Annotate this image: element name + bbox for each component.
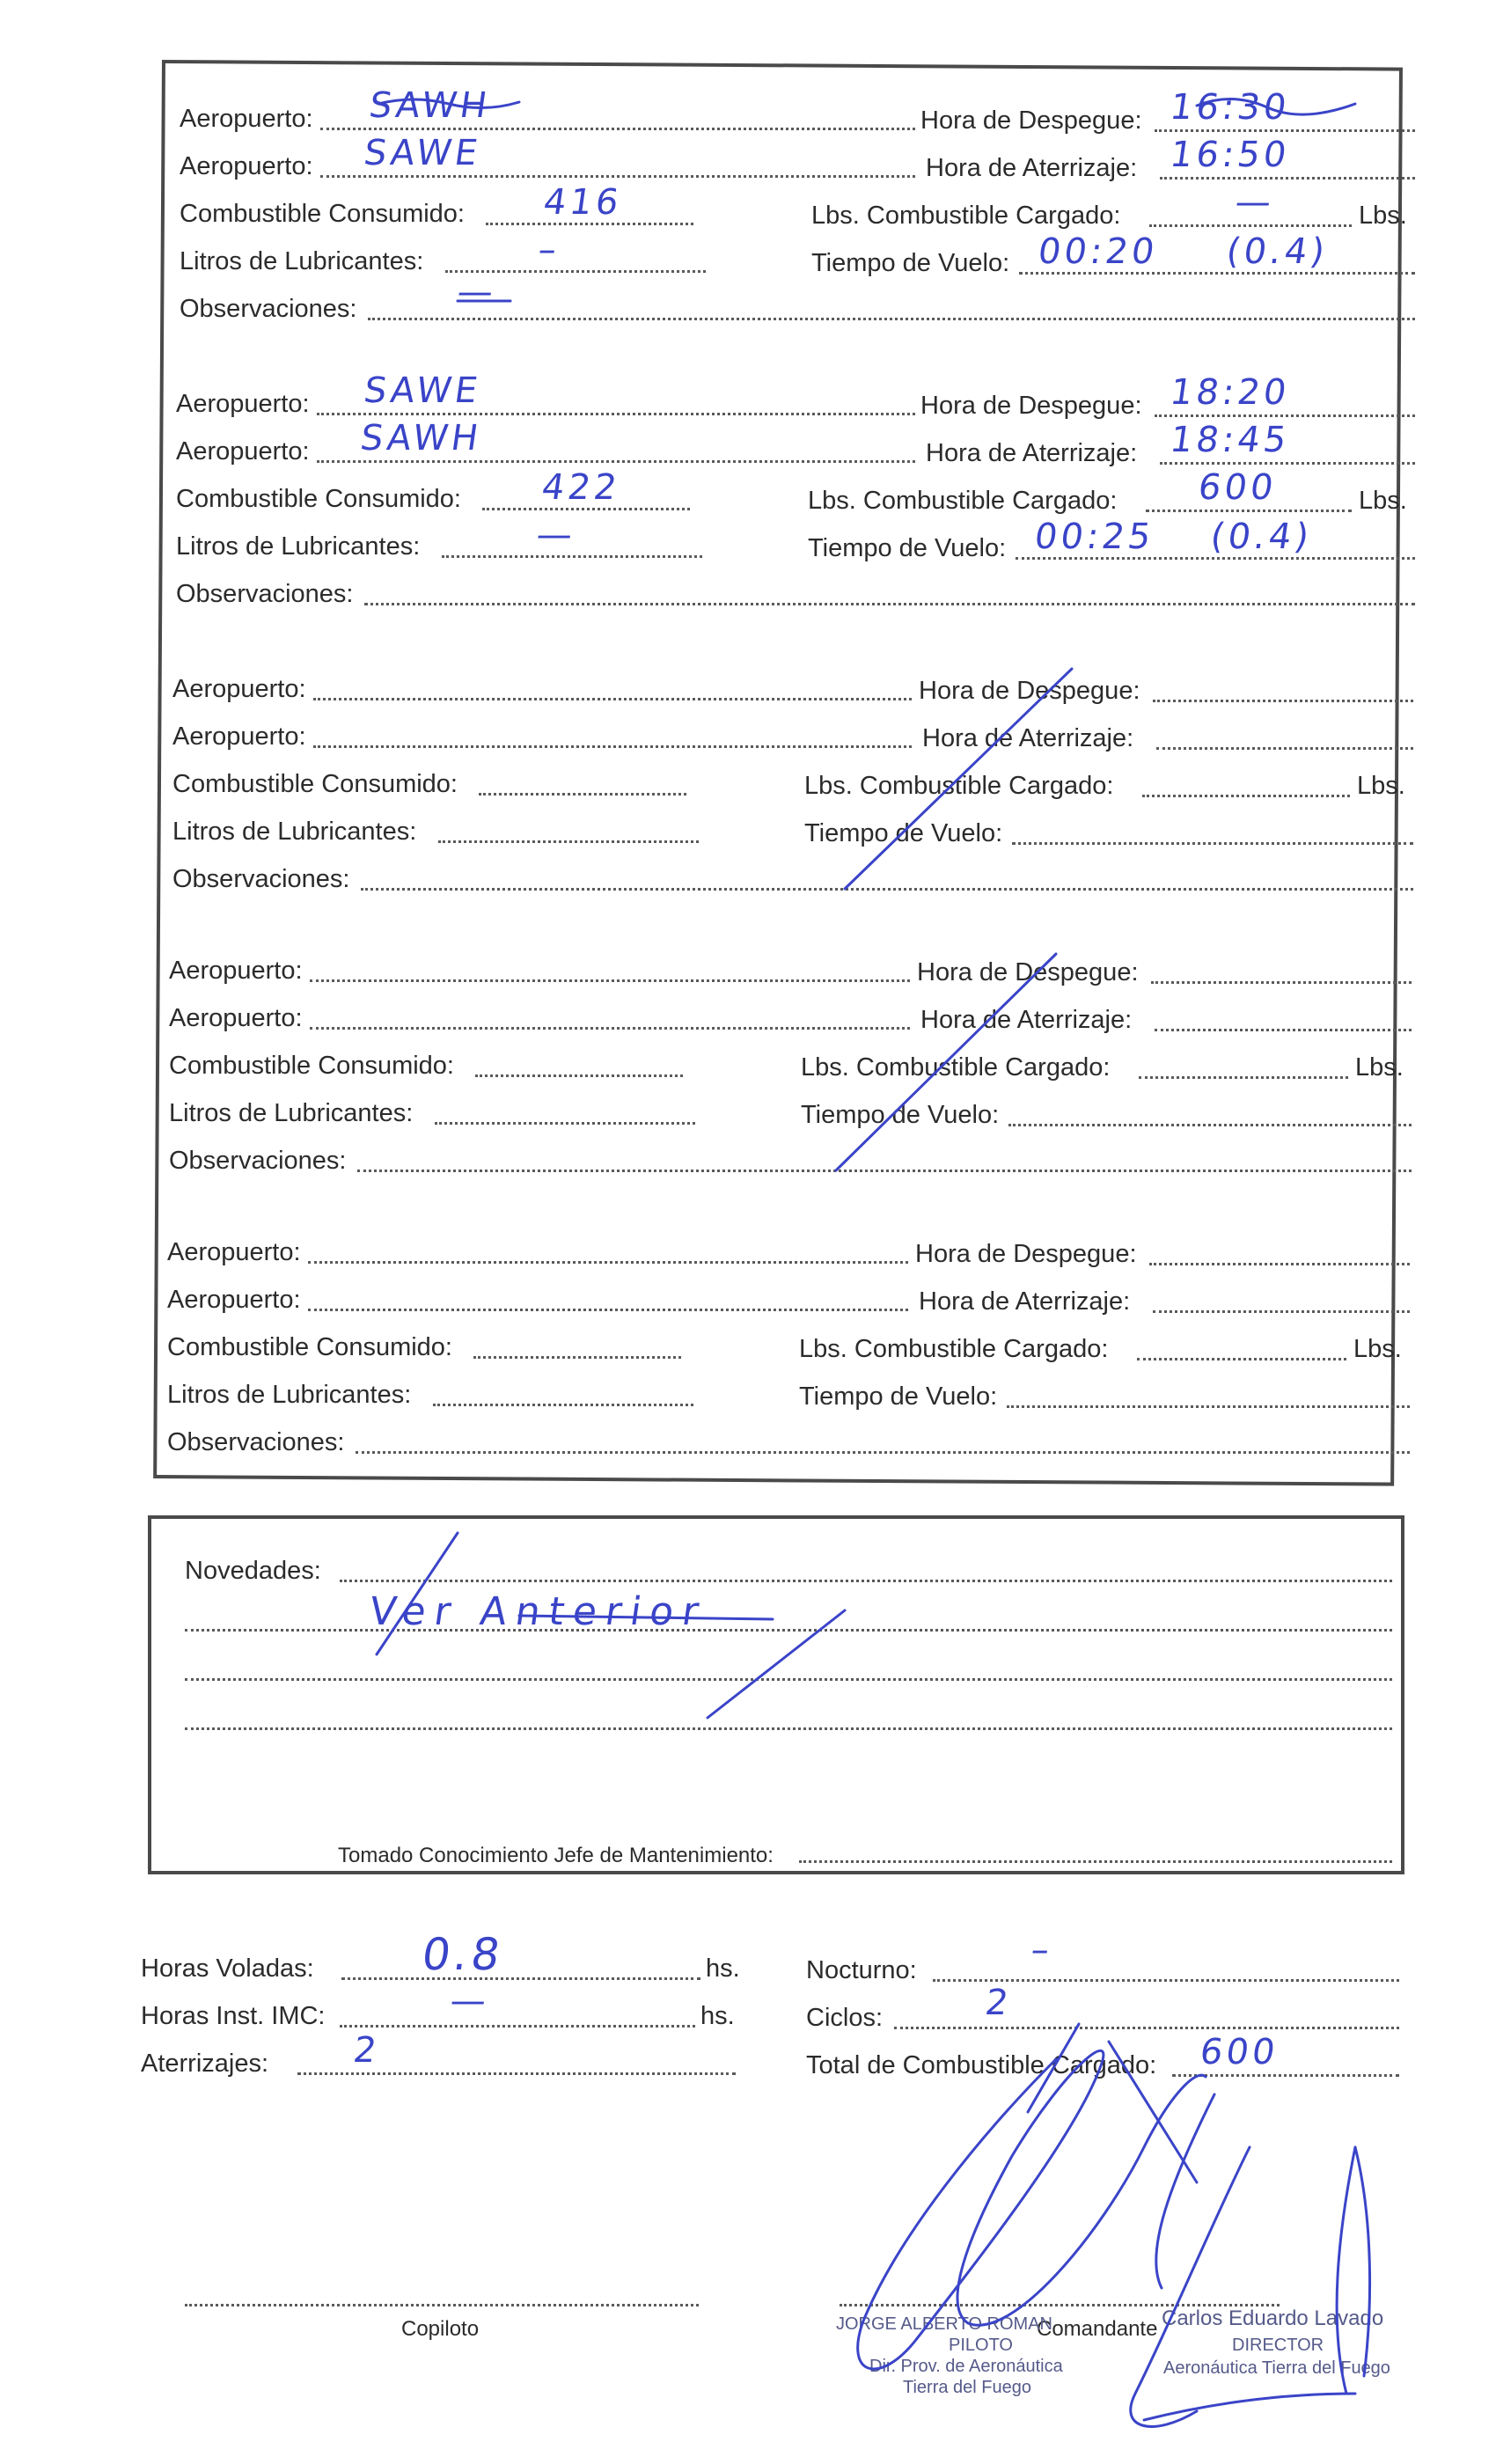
airport-to-value: SAWE [361,133,484,173]
landings-value: 2 [350,2030,383,2071]
departure-time-label: Hora de Despegue: [917,958,1139,986]
departure-time-label: Hora de Despegue: [915,1240,1137,1268]
observations-label: Observaciones: [169,1147,347,1175]
lbs-unit: Lbs. [1359,202,1407,230]
airport-to-label: Aeropuerto: [180,152,313,180]
slash-mark [377,1533,458,1654]
fuel-loaded-label: Lbs. Combustible Cargado: [799,1335,1109,1363]
total-fuel-value: 600 [1197,2032,1281,2072]
flight-time-label: Tiempo de Vuelo: [808,534,1007,562]
airport-to-label: Aeropuerto: [176,437,310,466]
lubricants-label: Litros de Lubricantes: [176,532,421,561]
fuel-consumed-label: Combustible Consumido: [167,1333,452,1361]
departure-time-label: Hora de Despegue: [920,106,1142,135]
stamp-left-name: JORGE ALBERTO ROMAN [836,2314,1052,2334]
landings-label: Aterrizajes: [141,2050,269,2078]
airport-from-label: Aeropuerto: [172,675,306,703]
stamp-right-dept: Aeronáutica Tierra del Fuego [1163,2358,1390,2378]
lbs-unit: Lbs. [1357,772,1405,800]
cross-out-line [845,669,1072,889]
cross-out-line [836,954,1056,1170]
flight-time-label: Tiempo de Vuelo: [804,819,1003,847]
airport-to-label: Aeropuerto: [167,1286,301,1314]
stamp-left-place: Tierra del Fuego [903,2378,1031,2397]
departure-time-value: 18:20 [1167,372,1293,413]
hs-unit: hs. [700,2002,735,2030]
fuel-loaded-value: 600 [1195,467,1280,508]
stamp-right-role: DIRECTOR [1232,2336,1324,2355]
airport-to-value: SAWH [357,418,485,458]
fuel-consumed-label: Combustible Consumido: [169,1052,454,1080]
observations-label: Observaciones: [172,865,350,893]
lbs-unit: Lbs. [1353,1335,1402,1363]
departure-time-label: Hora de Despegue: [920,392,1142,420]
night-value: – [1028,1930,1056,1970]
lubricants-label: Litros de Lubricantes: [180,247,424,275]
airport-from-value: SAWE [361,370,484,411]
airport-from-value: SAWH [366,85,494,126]
departure-time-value: 16:30 [1167,87,1293,128]
hs-unit: hs. [706,1954,740,1983]
airport-to-label: Aeropuerto: [172,722,306,751]
landing-time-label: Hora de Aterrizaje: [926,439,1138,467]
hours-flown-label: Horas Voladas: [141,1954,314,1983]
hours-flown-value: 0.8 [418,1929,507,1980]
landing-time-value: 16:50 [1167,135,1293,175]
fuel-consumed-value: 422 [539,467,623,508]
flight-time-value: 00:20 [1035,231,1161,272]
flight-time-label: Tiempo de Vuelo: [799,1382,998,1411]
night-label: Nocturno: [806,1956,917,1984]
maintenance-label: Tomado Conocimiento Jefe de Mantenimiento: [338,1844,774,1867]
fuel-consumed-label: Combustible Consumido: [176,485,461,513]
lubricants-label: Litros de Lubricantes: [169,1099,414,1127]
lbs-unit: Lbs. [1355,1053,1404,1082]
stamp-left-role: PILOTO [949,2336,1013,2355]
flight-time-label: Tiempo de Vuelo: [801,1101,1000,1129]
landing-time-value: 18:45 [1167,420,1293,460]
slash-mark [1028,2024,1079,2112]
stamp-right-name: Carlos Eduardo Lavado [1162,2306,1384,2330]
airport-to-label: Aeropuerto: [169,1004,303,1032]
total-fuel-label: Total de Combustible Cargado: [806,2051,1157,2079]
flight-time-label: Tiempo de Vuelo: [811,249,1010,277]
landing-time-label: Hora de Aterrizaje: [919,1287,1131,1316]
commander-signature [858,2050,1206,2369]
director-signature [1131,2147,1355,2426]
lbs-unit: Lbs. [1359,487,1407,515]
fuel-loaded-label: Lbs. Combustible Cargado: [804,772,1114,800]
cycles-value: 2 [982,1983,1015,2023]
fuel-consumed-label: Combustible Consumido: [172,770,458,798]
flight-time-decimal: (0.4) [1223,231,1331,272]
departure-time-label: Hora de Despegue: [919,677,1140,705]
lubricants-label: Litros de Lubricantes: [172,818,417,846]
observations-label: Observaciones: [167,1428,345,1456]
fuel-loaded-label: Lbs. Combustible Cargado: [808,487,1118,515]
commander-label: Comandante [1037,2317,1158,2341]
fuel-consumed-label: Combustible Consumido: [180,200,465,228]
airport-from-label: Aeropuerto: [180,105,313,133]
landing-time-label: Hora de Aterrizaje: [920,1006,1133,1034]
imc-label: Horas Inst. IMC: [141,2002,326,2030]
observations-label: Observaciones: [180,295,357,323]
landing-time-label: Hora de Aterrizaje: [926,154,1138,182]
lubricants-value: — [533,515,579,555]
copilot-label: Copiloto [401,2317,480,2341]
observations-value: — [454,272,500,312]
fuel-loaded-label: Lbs. Combustible Cargado: [811,202,1121,230]
airport-from-label: Aeropuerto: [167,1238,301,1266]
lubricants-value: – [535,230,563,270]
lubricants-label: Litros de Lubricantes: [167,1381,412,1409]
flight-time-value: 00:25 [1031,517,1157,557]
observations-label: Observaciones: [176,580,354,608]
imc-value: — [447,1981,493,2021]
slash-mark [708,1610,845,1718]
landing-time-label: Hora de Aterrizaje: [922,724,1134,752]
fuel-loaded-label: Lbs. Combustible Cargado: [801,1053,1111,1082]
flight-time-decimal: (0.4) [1207,517,1316,557]
stamp-left-dept: Dir. Prov. de Aeronáutica [869,2357,1063,2376]
airport-from-label: Aeropuerto: [176,390,310,418]
fuel-loaded-value: — [1232,182,1278,223]
cycles-label: Ciclos: [806,2004,884,2032]
fuel-consumed-value: 416 [540,182,625,223]
novedades-label: Novedades: [185,1557,321,1585]
airport-from-label: Aeropuerto: [169,957,303,985]
novedades-value: Ver Anterior [366,1589,711,1634]
